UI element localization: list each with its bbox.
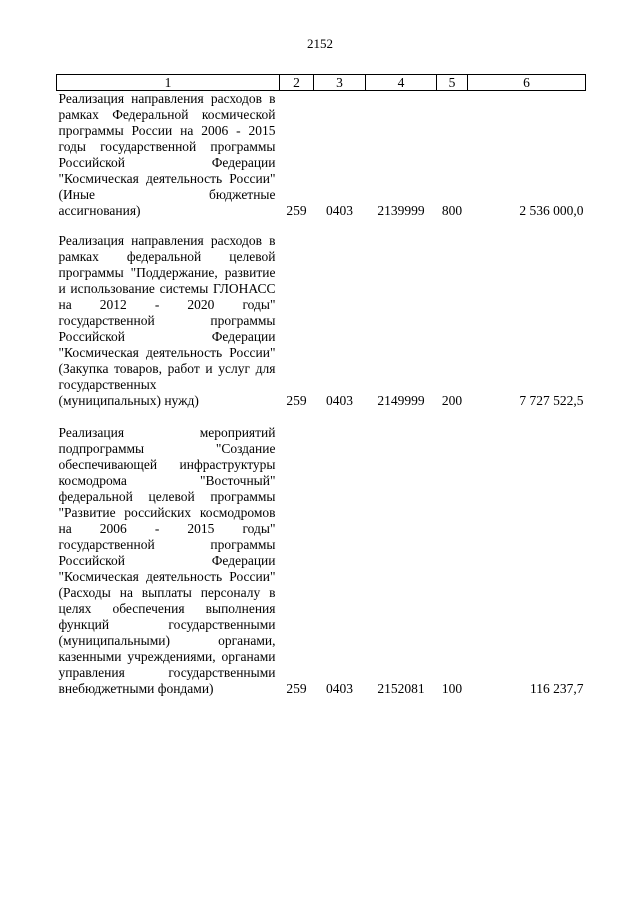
row-col-4: 2149999 — [377, 393, 425, 408]
description-text: Реализация мероприятий подпрограммы "Создание обеспечивающей инфраструктуры космодрома "Восточный" федеральной целевой программы "Развитие российских космодромов на 2006 - 2015 годы" государственной программы Российской Федерации "Космическая деятельность России" (Расходы на выплаты персоналу в целях обеспечения выполнения функций государственными (муниципальными) органами, казенными учреждениями, органами управления государственными — [58, 425, 276, 680]
header-col-5: 5 — [437, 75, 468, 91]
row-col-5: 800 — [441, 203, 463, 218]
table-row — [57, 91, 586, 220]
row-amount: 116 237,7 — [530, 681, 584, 696]
header-row — [57, 75, 586, 91]
row-description — [57, 219, 280, 409]
header-col-6: 6 — [468, 75, 586, 91]
table-header — [57, 75, 586, 91]
description-text: Реализация направления расходов в рамках федеральной целевой программы "Поддержание, развитие и использование системы ГЛОНАСС на 2012 - 2020 годы" государственной программы Российской Федерации "Космическая деятельность России" (Закупка товаров, работ и услуг для государственных — [58, 233, 276, 392]
row-col-2: 259 — [286, 681, 307, 696]
row-col-4: 2139999 — [377, 203, 425, 218]
row-amount: 2 536 000,0 — [519, 203, 584, 218]
header-col-2: 2 — [280, 75, 314, 91]
description-text: Реализация направления расходов в рамках Федеральной космической программы России на 2006 - 2015 годы государственной программы Российской Федерации "Космическая деятельность России" (Иные бюджетные — [58, 91, 276, 202]
row-col-4: 2152081 — [377, 681, 425, 696]
row-description — [57, 91, 280, 220]
table-body — [57, 91, 586, 698]
table-row — [57, 219, 586, 409]
row-col-5: 200 — [441, 393, 463, 408]
header-col-3: 3 — [314, 75, 366, 91]
row-description — [57, 409, 280, 697]
description-last-line: (муниципальных) нужд) — [58, 393, 199, 408]
description-last-line: внебюджетными фондами) — [58, 681, 214, 696]
row-col-3: 0403 — [326, 681, 353, 696]
row-col-3: 0403 — [326, 203, 353, 218]
row-col-3: 0403 — [326, 393, 353, 408]
header-col-1: 1 — [57, 75, 280, 91]
description-last-line: ассигнования) — [58, 203, 141, 218]
budget-table — [56, 74, 586, 697]
page-number: 2152 — [307, 36, 333, 51]
row-col-5: 100 — [441, 681, 463, 696]
row-amount: 7 727 522,5 — [519, 393, 584, 408]
row-col-2: 259 — [286, 393, 307, 408]
table-row — [57, 409, 586, 697]
row-col-2: 259 — [286, 203, 307, 218]
header-col-4: 4 — [366, 75, 437, 91]
